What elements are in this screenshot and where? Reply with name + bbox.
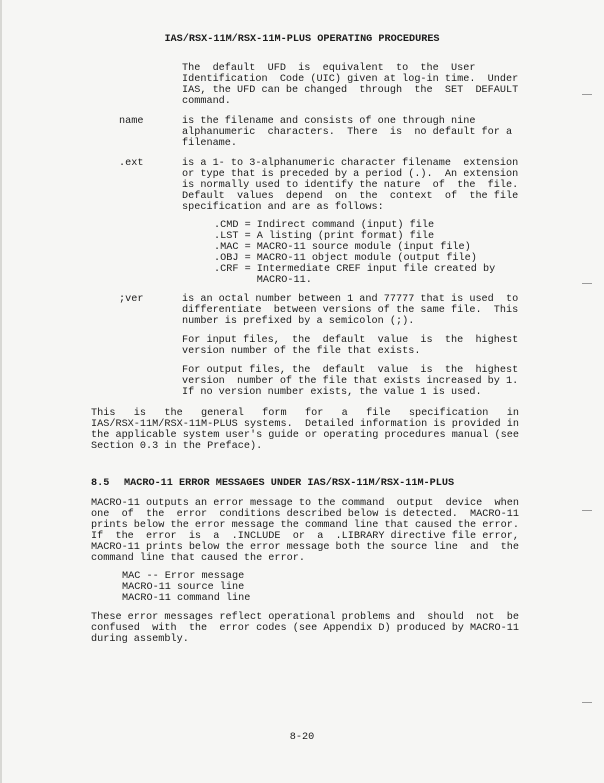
- text-line: The default UFD is equivalent to the User: [182, 63, 476, 74]
- list-item: MACRO-11.: [214, 275, 312, 286]
- text-line: version number of the file that exists increased by 1.: [182, 376, 519, 387]
- text-line: is a 1- to 3-alphanumeric character filename extension: [182, 158, 519, 169]
- text-line: This is the general form for a file specification in: [91, 408, 519, 419]
- text-line: command line that caused the error.: [91, 553, 305, 564]
- text-line: during assembly.: [91, 634, 189, 645]
- text-line: If no version number exists, the value 1 is used.: [182, 387, 482, 398]
- page-number: 8-20: [289, 732, 315, 743]
- text-line: or type that is preceded by a period (.). An extension: [182, 169, 519, 180]
- text-line: IAS, the UFD can be changed through the SET DEFAULT: [182, 85, 519, 96]
- margin-mark: [582, 510, 592, 511]
- text-line: If the error is a .INCLUDE or a .LIBRARY directive file error,: [91, 531, 519, 542]
- text-line: For output files, the default value is the highest: [182, 365, 519, 376]
- text-line: the applicable system user's guide or operating procedures manual (see: [91, 430, 519, 441]
- term-ver: ;ver: [119, 294, 144, 305]
- text-line: specification and are as follows:: [182, 202, 384, 213]
- text-line: is an octal number between 1 and 77777 that is used to: [182, 294, 519, 305]
- text-line: Section 0.3 in the Preface).: [91, 441, 263, 452]
- list-item: .OBJ = MACRO-11 object module (output file): [214, 253, 477, 264]
- text-line: For input files, the default value is the highest: [182, 335, 519, 346]
- page-edge: [0, 0, 2, 783]
- text-line: filename.: [182, 138, 238, 149]
- margin-mark: [582, 702, 592, 703]
- text-line: Identification Code (UIC) given at log-in time. Under: [182, 74, 519, 85]
- text-line: alphanumeric characters. There is no default for a: [182, 127, 513, 138]
- text-line: IAS/RSX-11M/RSX-11M-PLUS systems. Detailed information is provided in: [91, 419, 519, 430]
- list-item: MACRO-11 command line: [122, 593, 251, 604]
- list-item: MAC -- Error message: [122, 571, 245, 582]
- text-line: These error messages reflect operational problems and should not be: [91, 612, 519, 623]
- section-number: 8.5: [91, 478, 110, 489]
- text-line: is normally used to identify the nature of the file.: [182, 180, 519, 191]
- margin-mark: [582, 94, 592, 95]
- page-header: IAS/RSX-11M/RSX-11M-PLUS OPERATING PROCEDURES: [164, 34, 440, 45]
- list-item: .MAC = MACRO-11 source module (input file): [214, 242, 471, 253]
- text-line: Default values depend on the context of the file: [182, 191, 519, 202]
- text-line: version number of the file that exists.: [182, 346, 421, 357]
- text-line: prints below the error message the command line that caused the error.: [91, 520, 519, 531]
- text-line: MACRO-11 prints below the error message both the source line and the: [91, 542, 519, 553]
- text-line: MACRO-11 outputs an error message to the command output device when: [91, 498, 519, 509]
- list-item: .CRF = Intermediate CREF input file created by: [214, 264, 496, 275]
- list-item: MACRO-11 source line: [122, 582, 245, 593]
- text-line: one of the error conditions described below is detected. MACRO-11: [91, 509, 519, 520]
- term-ext: .ext: [119, 158, 144, 169]
- text-line: differentiate between versions of the same file. This: [182, 305, 519, 316]
- text-line: number is prefixed by a semicolon (;).: [182, 316, 415, 327]
- margin-mark: [582, 283, 592, 284]
- term-name: name: [119, 116, 144, 127]
- text-line: is the filename and consists of one through nine: [182, 116, 476, 127]
- list-item: .LST = A listing (print format) file: [214, 231, 435, 242]
- list-item: .CMD = Indirect command (input) file: [214, 220, 435, 231]
- text-line: command.: [182, 96, 231, 107]
- text-line: confused with the error codes (see Appendix D) produced by MACRO-11: [91, 623, 519, 634]
- section-title: MACRO-11 ERROR MESSAGES UNDER IAS/RSX-11M/RSX-11M-PLUS: [124, 478, 455, 489]
